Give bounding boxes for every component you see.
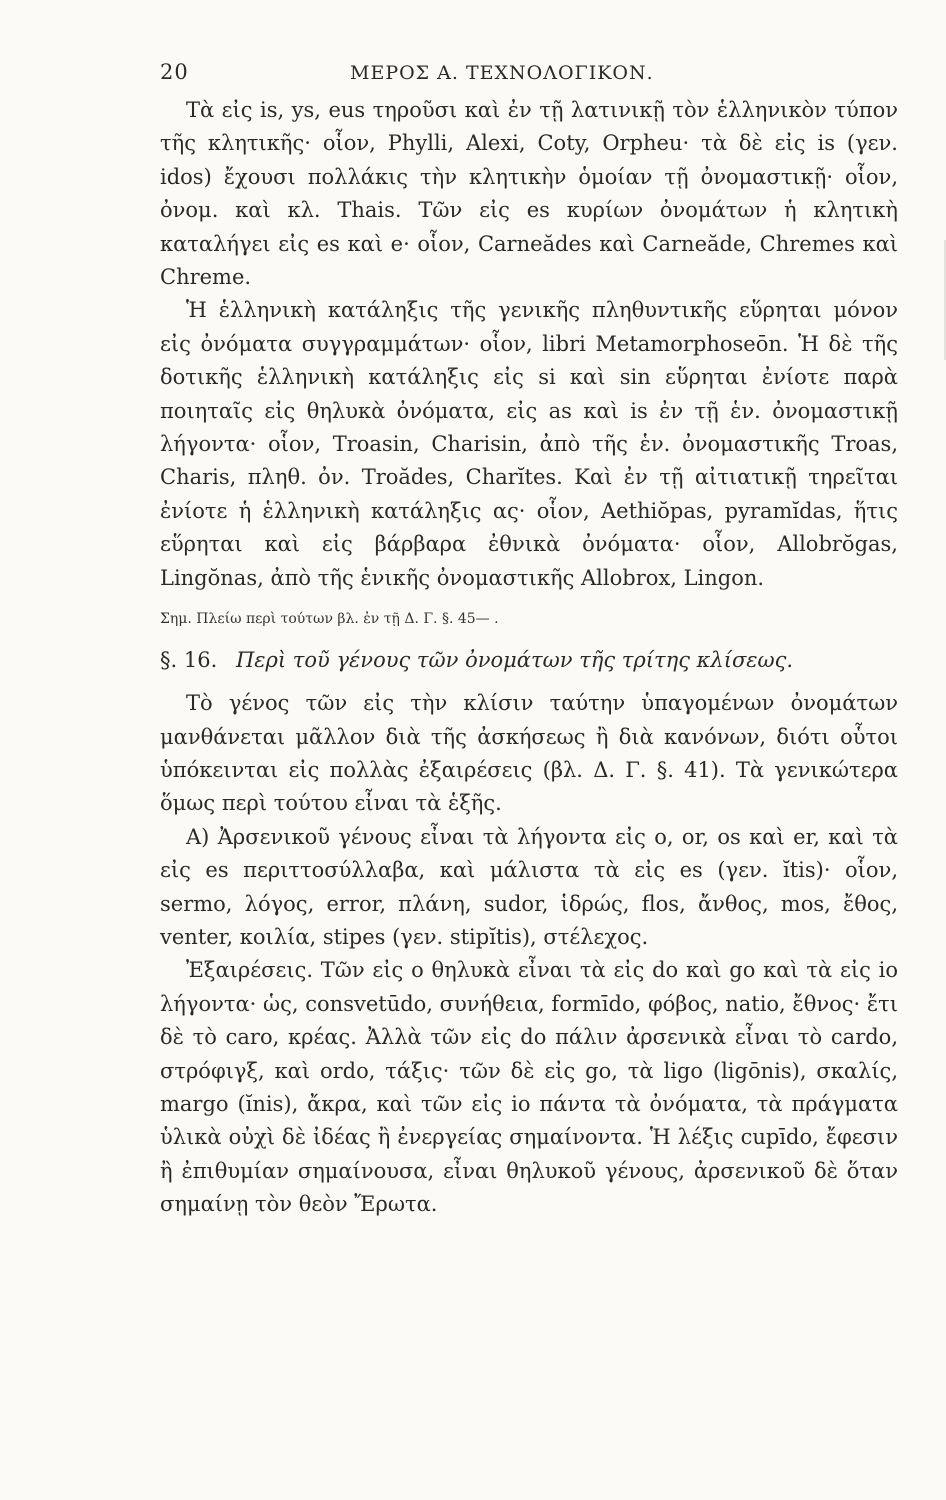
footnote: Σημ. Πλείω περὶ τούτων βλ. ἐν τῇ Δ. Γ. §. 45— . xyxy=(160,611,499,628)
page-number: 20 xyxy=(160,60,189,84)
section-title: Περὶ τοῦ γένους τῶν ὀνομάτων τῆς τρίτης κλίσεως. xyxy=(235,648,794,673)
running-head: ΜΕΡΟΣ Α. ΤΕΧΝΟΛΟΓΙΚΟΝ. xyxy=(350,62,654,84)
paragraph-vocative: Τὰ εἰς is, ys, eus τηροῦσι καὶ ἐν τῇ λατινικῇ τὸν ἑλληνικὸν τύπον τῆς κλητικῆς· οἷον, Phylli, Alexi, Coty, Orpheu· τὰ δὲ εἰς is (γεν. idos) ἔχουσι πολλάκις τὴν κλητικὴν ὁμοίαν τῇ ὀνομαστικῇ· οἷον, ὀνομ. καὶ κλ. Thais. Τῶν εἰς es κυρίων ὀνομάτων ἡ κλητικὴ καταλήγει εἰς es καὶ e· οἷον, Carneădes καὶ Carneăde, Chremes καὶ Chreme. xyxy=(160,98,898,290)
paragraph-masculine: Α) Ἀρσενικοῦ γένους εἶναι τὰ λήγοντα εἰς o, or, os καὶ er, καὶ τὰ εἰς es περιττοσύλλαβα, καὶ μάλιστα τὰ εἰς es (γεν. ĭtis)· οἷον, sermo, λόγος, error, πλάνη, sudor, ἱδρώς, flos, ἄνθος, mos, ἔθος, venter, κοιλία, stipes (γεν. stipĭtis), στέλεχος. xyxy=(160,824,898,949)
page-header xyxy=(160,60,898,94)
paragraph-greek-endings: Ἡ ἑλληνικὴ κατάληξις τῆς γενικῆς πληθυντικῆς εὕρηται μόνον εἰς ὀνόματα συγγραμμάτων· οἷον, libri Metamorphoseōn. Ἡ δὲ τῆς δοτικῆς ἑλληνικὴ κατάληξις εἰς si καὶ sin εὕρηται ἐνίοτε παρὰ ποιηταῖς εἰς θηλυκὰ ὀνόματα, εἰς as καὶ is ἐν τῇ ἑν. ὀνομαστικῇ λήγοντα· οἷον, Troasin, Charisin, ἀπὸ τῆς ἑν. ὀνομαστικῆς Troas, Charis, πληθ. ὀν. Troădes, Charĭtes. Καὶ ἐν τῇ αἰτιατικῇ τηρεῖται ἐνίοτε ἡ ἑλληνικὴ κατάληξις ας· οἷον, Aethiŏpas, pyramĭdas, ἥτις εὕρηται καὶ εἰς βάρβαρα ἐθνικὰ ὀνόματα· οἷον, Allobrŏgas, Lingŏnas, ἀπὸ τῆς ἑνικῆς ὀνομαστικῆς Allobrox, Lingon. xyxy=(160,298,898,590)
paragraph-exceptions: Ἐξαιρέσεις. Τῶν εἰς o θηλυκὰ εἶναι τὰ εἰς do καὶ go καὶ τὰ εἰς io λήγοντα· ὡς, consvetūdo, συνήθεια, formīdo, φόβος, natio, ἔθνος· ἔτι δὲ τὸ caro, κρέας. Ἀλλὰ τῶν εἰς do πάλιν ἀρσενικὰ εἶναι τὸ cardo, στρόφιγξ, καὶ ordo, τάξις· τῶν δὲ εἰς go, τὰ ligo (ligōnis), σκαλίς, margo (ĭnis), ἄκρα, καὶ τῶν εἰς io πάντα τὰ ὀνόματα, τὰ πράγματα ὑλικὰ οὐχὶ δὲ ἰδέας ἢ ἐνεργείας σημαίνοντα. Ἡ λέξις cupīdo, ἔφεσιν ἢ ἐπιθυμίαν σημαίνουσα, εἶναι θηλυκοῦ γένους, ἀρσενικοῦ δὲ ὅταν σημαίνῃ τὸν θεὸν Ἔρωτα. xyxy=(160,958,898,1217)
paragraph-gender-intro: Τὸ γένος τῶν εἰς τὴν κλίσιν ταύτην ὑπαγομένων ὀνομάτων μανθάνεται μᾶλλον διὰ τῆς ἀσκήσεως ἢ διὰ κανόνων, διότι οὗτοι ὑπόκεινται εἰς πολλὰς ἐξαιρέσεις (βλ. Δ. Γ. §. 41). Τὰ γενικώτερα ὅμως περὶ τούτου εἶναι τὰ ἑξῆς. xyxy=(160,691,898,816)
section-heading xyxy=(160,645,898,675)
section-number: §. 16. xyxy=(160,648,218,673)
